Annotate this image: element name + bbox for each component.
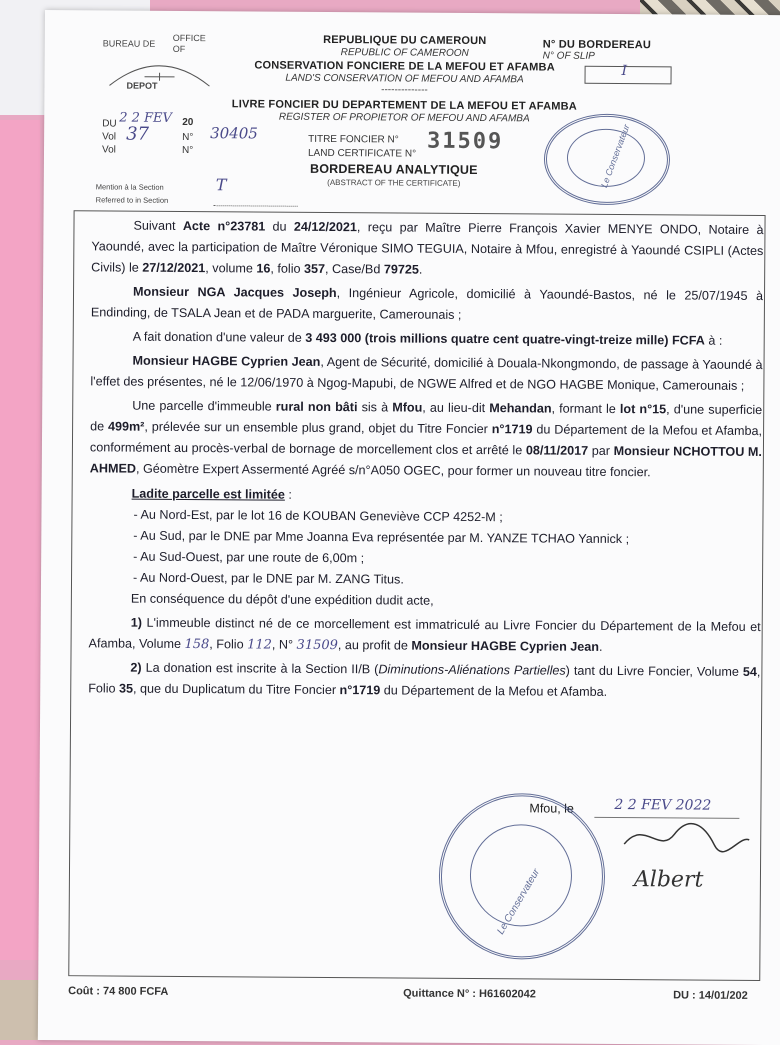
limit-south: - Au Sud, par le DNE par Mme Joanna Eva représentée par M. YANZE TCHAO Yannick ; bbox=[89, 525, 761, 551]
vol-label: Vol bbox=[102, 131, 116, 142]
background-pink-folder bbox=[0, 120, 40, 960]
paragraph-beneficiary: Monsieur HAGBE Cyprien Jean, Agent de Sécurité, domicilié à Douala-Nkongmondo, de passage à Yaoundé à l'effet des présentes, né le 12/06/1970 à Ngog-Mapubi, de NGWE Alfred et de NGO HAGBE Monique, Camerounais ; bbox=[90, 350, 762, 397]
paragraph-consequence: En conséquence du dépôt d'une expédition dudit acte, bbox=[89, 588, 761, 614]
no-label: N° bbox=[182, 132, 193, 143]
year-prefix: 20 bbox=[182, 117, 193, 128]
bordereau-number-box bbox=[584, 66, 671, 85]
conservation-stamp-top bbox=[544, 113, 671, 205]
paragraph-parcel: Une parcelle d'immeuble rural non bâti sis à Mfou, au lieu-dit Mehandan, formant le lot n°15, d'une superficie de 499m², prélevée sur un ensemble plus grand, objet du Titre Foncier n°1719 du Département de la Mefou et Afamba, conformément au procès-verbal de bornage de morcellement clos et arrêté le 08/11/2017 par Monsieur NCHOTTOU M. AHMED, Géomètre Expert Assermenté Agréé s/n°A050 OGEC, pour former un nouveau titre foncier. bbox=[90, 395, 763, 484]
limit-north-east: - Au Nord-Est, par le lot 16 de KOUBAN Geneviève CCP 4252-M ; bbox=[89, 504, 761, 530]
titre-foncier-number: 31509 bbox=[427, 129, 503, 155]
titre-foncier-label-en: LAND CERTIFICATE N° bbox=[308, 148, 416, 160]
bordereau-analytique-title: BORDEREAU ANALYTIQUE bbox=[244, 161, 544, 177]
signature-scribble bbox=[614, 814, 754, 865]
mention-section-value: T bbox=[216, 175, 227, 194]
paragraph-donor: Monsieur NGA Jacques Joseph, Ingénieur Agricole, domicilié à Yaoundé-Bastos, né le 25/07/1945 à Endinding, de TSALA Jean et de PADA marguerite, Camerounais ; bbox=[91, 281, 763, 328]
republic-title-en: REPUBLIC OF CAMEROON bbox=[235, 46, 575, 59]
bordereau-number-label-en: N° OF SLIP bbox=[543, 50, 595, 61]
paragraph-acte: Suivant Acte n°23781 du 24/12/2021, reçu par Maître Pierre François Xavier MENYE ONDO, Notaire à Yaoundé, avec la participation de Maître Véronique SIMO TEGUIA, Notaire à Mfou, enregistré à Yaoundé CSIPLI (Actes Civils) le 27/12/2021, volume 16, folio 357, Case/Bd 79725. bbox=[91, 215, 763, 283]
referred-section-label: Referred to in Section bbox=[96, 195, 169, 205]
header-dashes: -------------- bbox=[194, 83, 614, 97]
vol2-label: Vol bbox=[102, 144, 116, 155]
limit-north-west: - Au Nord-Ouest, par le DNE par M. ZANG Titus. bbox=[89, 567, 761, 593]
livre-foncier-title-en: REGISTER OF PROPIETOR OF MEFOU AND AFAMBA bbox=[194, 111, 614, 125]
conservation-title-en: LAND'S CONSERVATION OF MEFOU AND AFAMBA bbox=[194, 72, 614, 86]
body-text bbox=[88, 215, 763, 704]
titre-foncier-label-fr: TITRE FONCIER N° bbox=[308, 134, 399, 146]
vol-value: 37 bbox=[126, 124, 149, 145]
conservation-stamp-bottom bbox=[438, 793, 605, 960]
abstract-subtitle: (ABSTRACT OF THE CERTIFICATE) bbox=[244, 177, 544, 188]
footer-quittance: Quittance N° : H61602042 bbox=[403, 988, 536, 1001]
bureau-de-label: BUREAU DE bbox=[103, 38, 156, 48]
referred-section-line bbox=[214, 205, 298, 207]
republic-title-fr: REPUBLIQUE DU CAMEROUN bbox=[235, 33, 575, 47]
office-label-en: OF bbox=[173, 44, 186, 54]
signature-name: Albert bbox=[634, 867, 704, 892]
livre-foncier-title-fr: LIVRE FONCIER DU DEPARTEMENT DE LA MEFOU ET AFAMBA bbox=[194, 98, 614, 113]
limits-heading: Ladite parcelle est limitée : bbox=[90, 483, 762, 509]
du-value: 2 2 FEV bbox=[119, 111, 172, 126]
footer-du: DU : 14/01/202 bbox=[673, 989, 748, 1002]
conservation-title-fr: CONSERVATION FONCIERE DE LA MEFOU ET AFAMBA bbox=[195, 59, 615, 74]
office-label-fr: OFFICE bbox=[173, 33, 206, 43]
item-donation-inscription: 2) La donation est inscrite à la Section II/B (Diminutions-Aliénations Partielles) tant du Livre Foncier, Volume 54, Folio 35, que du Duplicatum du Titre Foncier n°1719 du Département de la Mefou et Afamba. bbox=[88, 657, 760, 704]
no-value: 30405 bbox=[210, 124, 258, 142]
limit-south-west: - Au Sud-Ouest, par une route de 6,00m ; bbox=[89, 546, 761, 572]
du-label: DU bbox=[102, 118, 117, 129]
footer-cout: Coût : 74 800 FCFA bbox=[68, 985, 168, 998]
place-date-value: 2 2 FEV 2022 bbox=[614, 797, 711, 814]
stamp-top-text: Le Conservateur bbox=[599, 123, 632, 189]
mention-section-label: Mention à la Section bbox=[96, 182, 164, 191]
depot-label: DEPOT bbox=[126, 81, 157, 91]
no2-label: N° bbox=[182, 145, 193, 156]
item-immatriculation: 1) L'immeuble distinct né de ce morcellement est immatriculé au Livre Foncier du Département de la Mefou et Afamba, Volume 158, Folio 112, N° 31509, au profit de Monsieur HAGBE Cyprien Jean. bbox=[89, 612, 761, 659]
paragraph-donation-value: A fait donation d'une valeur de 3 493 000 (trois millions quatre cent quatre-vingt-treize mille) FCFA à : bbox=[91, 326, 763, 352]
stamp-bottom-inner-ring bbox=[470, 824, 573, 927]
bordereau-number-value: I bbox=[622, 63, 628, 79]
place-date-label: Mfou, le bbox=[529, 801, 574, 815]
document-sheet bbox=[38, 10, 780, 1045]
bordereau-number-label-fr: N° DU BORDEREAU bbox=[543, 38, 651, 51]
stamp-bottom-text: Le Conservateur bbox=[495, 867, 542, 936]
